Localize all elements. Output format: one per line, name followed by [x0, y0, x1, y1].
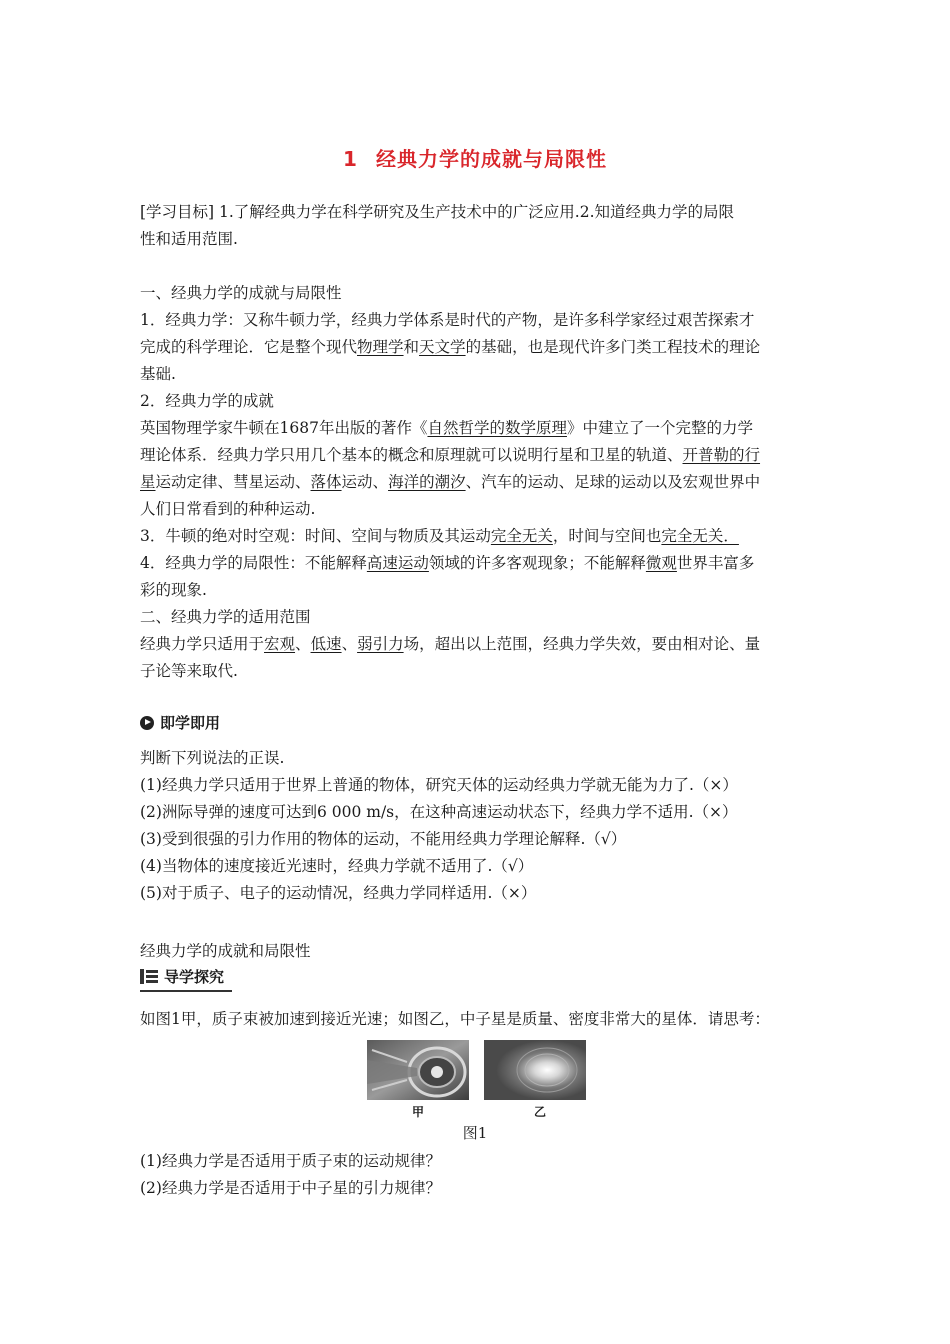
blank-astronomy: 天文学 — [419, 338, 466, 356]
knowledge-section — [140, 280, 812, 685]
section-2-title: 二、经典力学的适用范围 — [140, 608, 311, 626]
text: ，时间与空间也 — [552, 527, 662, 545]
text: 的基础，也是现代许多门类工程技术的理论 — [465, 338, 761, 356]
blank-high-speed: 高速运动 — [366, 554, 429, 572]
p5-line-1 — [140, 631, 812, 658]
p3-line — [140, 523, 812, 550]
neutron-star-photo — [484, 1040, 586, 1100]
p2-line-1 — [140, 415, 812, 442]
blank-low-speed: 低速 — [310, 635, 342, 653]
text: 4．经典力学的局限性：不能解释 — [140, 554, 367, 572]
practice-intro: 判断下列说法的正误. — [140, 749, 285, 767]
questions — [140, 1148, 812, 1202]
text: 完成的科学理论．它是整个现代 — [140, 338, 358, 356]
guide-heading-text: 导学探究 — [164, 968, 225, 986]
text: 英国物理学家牛顿在1687年出版的著作《 — [140, 419, 428, 437]
goals-line-2: 性和适用范围. — [140, 230, 238, 248]
text: 和 — [403, 338, 420, 356]
blank-kepler-cont: 星 — [140, 473, 156, 491]
p1-line-1: 1．经典力学：又称牛顿力学，经典力学体系是时代的产物，是许多科学家经过艰苦探索才 — [140, 311, 755, 329]
practice-item: (1)经典力学只适用于世界上普通的物体，研究天体的运动经典力学就无能为力了.（×） — [140, 776, 738, 794]
topic-text: 经典力学的成就和局限性 — [140, 942, 311, 960]
text: 领域的许多客观现象；不能解释 — [428, 554, 646, 572]
p4-line-2: 彩的现象. — [140, 581, 207, 599]
p1-line-3: 基础. — [140, 365, 176, 383]
blank-macro: 宏观 — [264, 635, 296, 653]
page-title — [0, 143, 950, 172]
figure-label-b: 乙 — [534, 1105, 547, 1119]
figure-caption: 图1 — [462, 1124, 488, 1142]
learning-goals — [140, 199, 812, 253]
text: 世界丰富多 — [676, 554, 755, 572]
guide-heading — [140, 966, 224, 987]
explore-text: 如图1甲，质子束被加速到接近光速；如图乙，中子星是质量、密度非常大的星体．请思考： — [140, 1010, 770, 1028]
blank-unrelated-2: 完全无关． — [661, 527, 739, 545]
p2-heading: 2．经典力学的成就 — [140, 392, 274, 410]
text: 3．牛顿的绝对时空观：时间、空间与物质及其运动 — [140, 527, 491, 545]
practice-item: (5)对于质子、电子的运动情况，经典力学同样适用.（×） — [140, 884, 537, 902]
blank-kepler: 开普勒的行 — [682, 446, 761, 464]
p5-line-2: 子论等来取代. — [140, 662, 238, 680]
practice-item: (2)洲际导弹的速度可达到6 000 m/s，在这种高速运动状态下，经典力学不适用.（×） — [140, 803, 738, 821]
explore-text-block — [140, 1006, 812, 1033]
text: 运动定律、彗星运动、 — [155, 473, 311, 491]
text: 理论体系．经典力学只用几个基本的概念和原理就可以说明行星和卫星的轨道、 — [140, 446, 683, 464]
practice-heading — [140, 712, 220, 733]
question-item: (2)经典力学是否适用于中子星的引力规律？ — [140, 1179, 441, 1197]
text: 》中建立了一个完整的力学 — [566, 419, 753, 437]
goals-line-1: [学习目标] 1.了解经典力学在科学研究及生产技术中的广泛应用.2.知道经典力学的局限 — [140, 203, 735, 221]
play-circle-icon — [140, 716, 154, 730]
p2-line-2 — [140, 442, 812, 469]
title-number: 1 — [343, 147, 358, 171]
blank-falling-body: 落体 — [310, 473, 342, 491]
guide-underline — [140, 990, 232, 992]
title-text: 经典力学的成就与局限性 — [375, 147, 607, 171]
blank-physics: 物理学 — [357, 338, 404, 356]
p2-line-3 — [140, 469, 812, 496]
proton-beam-photo — [367, 1040, 469, 1100]
blank-weak-gravity: 弱引力 — [357, 635, 404, 653]
text: 经典力学只适用于 — [140, 635, 265, 653]
text: 、汽车的运动、足球的运动以及宏观世界中 — [465, 473, 761, 491]
practice-heading-text: 即学即用 — [160, 714, 221, 732]
text: 运动、 — [341, 473, 389, 491]
blank-tides: 海洋的潮汐 — [388, 473, 466, 491]
text: 场，超出以上范围，经典力学失效，要由相对论、量 — [403, 635, 761, 653]
blank-principia: 自然哲学的数学原理 — [427, 419, 567, 437]
list-bars-icon — [140, 969, 158, 984]
practice-item: (4)当物体的速度接近光速时，经典力学就不适用了.（√） — [140, 857, 534, 875]
practice-section — [140, 745, 812, 907]
practice-item: (3)受到很强的引力作用的物体的运动，不能用经典力学理论解释.（√） — [140, 830, 627, 848]
blank-unrelated-1: 完全无关 — [490, 527, 553, 545]
topic-title — [140, 938, 812, 965]
text: 、 — [341, 635, 358, 653]
p1-line-2 — [140, 334, 812, 361]
figure-label-a: 甲 — [412, 1105, 425, 1119]
p4-line-1 — [140, 550, 812, 577]
section-1-title: 一、经典力学的成就与局限性 — [140, 284, 342, 302]
text: 、 — [295, 635, 311, 653]
blank-microscopic: 微观 — [645, 554, 677, 572]
question-item: (1)经典力学是否适用于质子束的运动规律？ — [140, 1152, 441, 1170]
p2-line-4: 人们日常看到的种种运动. — [140, 500, 316, 518]
